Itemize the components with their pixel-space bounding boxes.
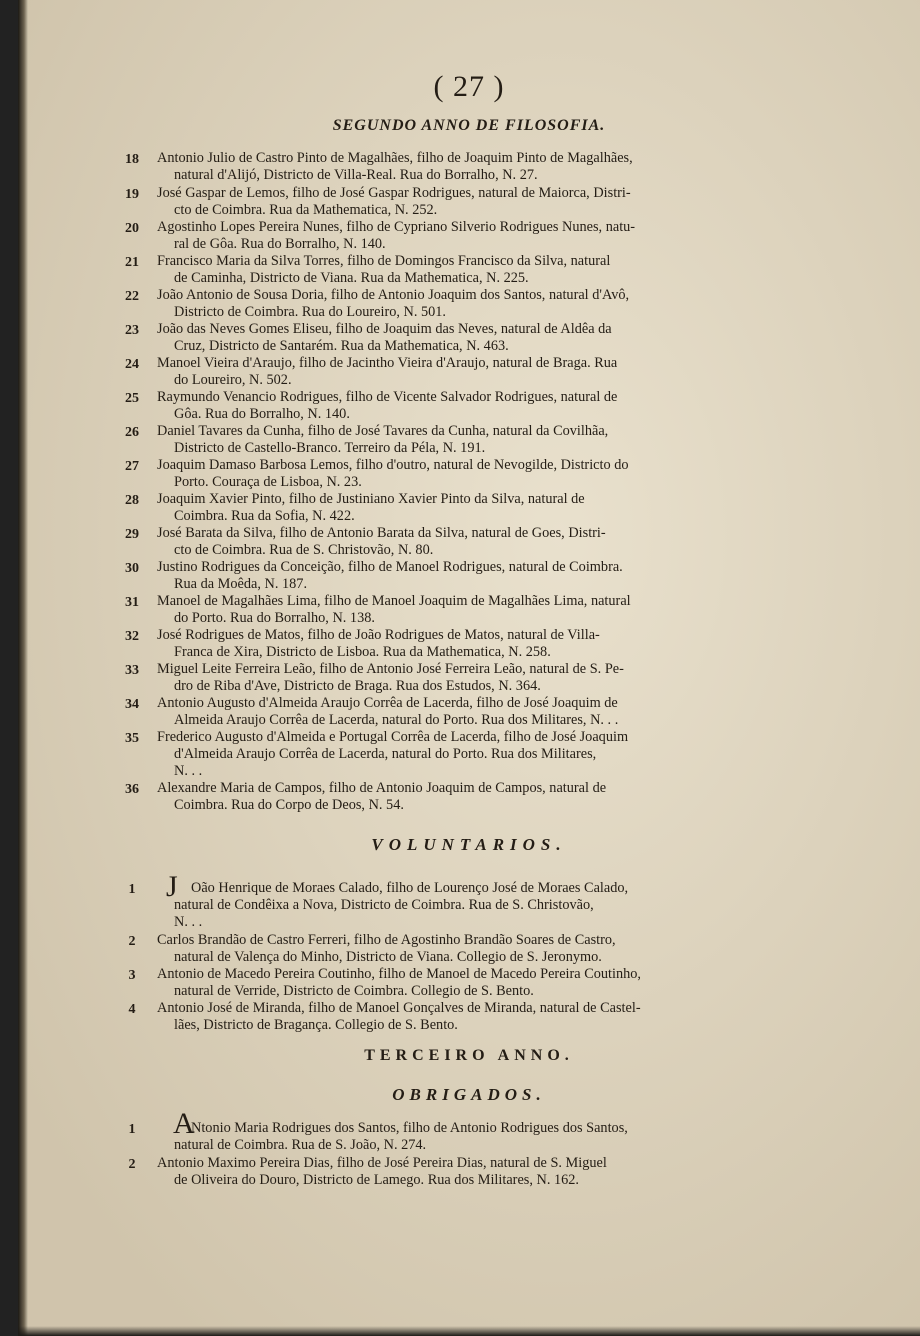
- list-entry: [18, 1107, 920, 1160]
- entry-line-1: Frederico Augusto d'Almeida e Portugal Corrêa de Lacerda, filho de José Joaquim: [157, 729, 629, 745]
- entry-line-1: Ntonio Maria Rodrigues dos Santos, filho de Antonio Rodrigues dos Santos,: [191, 1120, 628, 1136]
- list-entry: [18, 870, 920, 930]
- entry-line-2: natural de Verride, Districto de Coimbra. Collegio de S. Bento.: [174, 983, 534, 999]
- section-title-segundo-anno: SEGUNDO ANNO DE FILOSOFIA.: [332, 117, 606, 134]
- entry-line-2: Districto de Coimbra. Rua do Loureiro, N. 501.: [174, 304, 446, 320]
- entry-line-2: lães, Districto de Bragança. Collegio de S. Bento.: [174, 1017, 458, 1033]
- entry-line-1: José Gaspar de Lemos, filho de José Gaspar Rodrigues, natural de Maiorca, Distri-: [157, 185, 631, 201]
- entry-line-1: Joaquim Damaso Barbosa Lemos, filho d'outro, natural de Nevogilde, Districto do: [157, 457, 629, 473]
- entry-line-1: Carlos Brandão de Castro Ferreri, filho de Agostinho Brandão Soares de Castro,: [157, 932, 616, 948]
- entry-number: 32: [125, 629, 139, 644]
- list-entry: [18, 780, 920, 820]
- list-entry: [18, 1000, 920, 1040]
- entry-line-2: de Oliveira do Douro, Districto de Lamego. Rua dos Militares, N. 162.: [174, 1172, 579, 1188]
- entry-line-2: Almeida Araujo Corrêa de Lacerda, natural do Porto. Rua dos Militares, N. . .: [174, 712, 619, 728]
- entry-line-2: do Loureiro, N. 502.: [174, 372, 292, 388]
- list-entry: [18, 150, 920, 190]
- entry-line-1: Raymundo Venancio Rodrigues, filho de Vicente Salvador Rodrigues, natural de: [157, 389, 618, 405]
- entry-line-1: Antonio Julio de Castro Pinto de Magalhães, filho de Joaquim Pinto de Magalhães,: [157, 150, 633, 166]
- entry-line-3: N. . .: [174, 763, 203, 779]
- entry-line-1: Justino Rodrigues da Conceição, filho de Manoel Rodrigues, natural de Coimbra.: [157, 559, 623, 575]
- entry-line-1: Alexandre Maria de Campos, filho de Antonio Joaquim de Campos, natural de: [157, 780, 607, 796]
- entry-number: 20: [125, 221, 139, 236]
- entry-number: 29: [125, 527, 139, 542]
- entry-line-2: de Caminha, Districto de Viana. Rua da Mathematica, N. 225.: [174, 270, 529, 286]
- entry-number: 19: [125, 187, 139, 202]
- entry-number: 2: [128, 934, 136, 949]
- entry-number: 28: [125, 493, 139, 508]
- entry-line-1: Antonio Augusto d'Almeida Araujo Corrêa de Lacerda, filho de José Joaquim de: [157, 695, 618, 711]
- entry-number: 34: [125, 697, 139, 712]
- entry-line-2: Porto. Couraça de Lisboa, N. 23.: [174, 474, 362, 490]
- entry-number: 24: [125, 357, 139, 372]
- entry-line-2: ral de Gôa. Rua do Borralho, N. 140.: [174, 236, 386, 252]
- entry-line-1: Daniel Tavares da Cunha, filho de José Tavares da Cunha, natural da Covilhãa,: [157, 423, 609, 439]
- entry-line-2: natural de Valença do Minho, Districto de Viana. Collegio de S. Jeronymo.: [174, 949, 602, 965]
- entry-line-2: Franca de Xira, Districto de Lisboa. Rua da Mathematica, N. 258.: [174, 644, 551, 660]
- entry-line-1: Miguel Leite Ferreira Leão, filho de Antonio José Ferreira Leão, natural de S. Pe-: [157, 661, 624, 677]
- entry-line-2: Gôa. Rua do Borralho, N. 140.: [174, 406, 350, 422]
- entry-number: 4: [128, 1002, 136, 1017]
- entry-line-2: do Porto. Rua do Borralho, N. 138.: [174, 610, 375, 626]
- entry-number: 35: [125, 731, 139, 746]
- entry-line-1: Francisco Maria da Silva Torres, filho de Domingos Francisco da Silva, natural: [157, 253, 611, 269]
- entry-number: 21: [125, 255, 139, 270]
- drop-cap: A: [173, 1107, 195, 1140]
- entry-line-2: Coimbra. Rua do Corpo de Deos, N. 54.: [174, 797, 404, 813]
- entry-line-1: João Antonio de Sousa Doria, filho de Antonio Joaquim dos Santos, natural d'Avô,: [157, 287, 630, 303]
- entry-number: 1: [128, 882, 136, 897]
- book-page: [18, 0, 920, 1336]
- entry-line-2: Rua da Moêda, N. 187.: [174, 576, 308, 592]
- page-number: ( 27 ): [433, 70, 505, 103]
- entry-line-3: N. . .: [174, 914, 203, 930]
- page-bottom-shadow: [18, 1326, 920, 1336]
- entry-number: 23: [125, 323, 139, 338]
- entry-number: 31: [125, 595, 139, 610]
- entry-line-2: cto de Coimbra. Rua de S. Christovão, N. 80.: [174, 542, 434, 558]
- entry-number: 26: [125, 425, 139, 440]
- entry-line-1: Manoel de Magalhães Lima, filho de Manoel Joaquim de Magalhães Lima, natural: [157, 593, 631, 609]
- entry-line-2: cto de Coimbra. Rua da Mathematica, N. 252.: [174, 202, 438, 218]
- drop-cap: J: [166, 870, 178, 903]
- entry-line-2: natural d'Alijó, Districto de Villa-Real. Rua do Borralho, N. 27.: [174, 167, 538, 183]
- entry-line-2: Coimbra. Rua da Sofia, N. 422.: [174, 508, 355, 524]
- entry-number: 18: [125, 152, 139, 167]
- entry-line-1: Manoel Vieira d'Araujo, filho de Jacintho Vieira d'Araujo, natural de Braga. Rua: [157, 355, 618, 371]
- entry-line-1: João das Neves Gomes Eliseu, filho de Joaquim das Neves, natural de Aldêa da: [157, 321, 612, 337]
- entry-line-2: Districto de Castello-Branco. Terreiro da Péla, N. 191.: [174, 440, 486, 456]
- entry-line-1: Antonio de Macedo Pereira Coutinho, filho de Manoel de Macedo Pereira Coutinho,: [157, 966, 641, 982]
- entry-number: 1: [128, 1122, 136, 1137]
- list-entry: [18, 729, 920, 779]
- entry-line-2: d'Almeida Araujo Corrêa de Lacerda, natural do Porto. Rua dos Militares,: [174, 746, 597, 762]
- entry-line-1: Oão Henrique de Moraes Calado, filho de Lourenço José de Moraes Calado,: [191, 880, 629, 896]
- entry-number: 3: [128, 968, 136, 983]
- entry-line-2: natural de Coimbra. Rua de S. João, N. 274.: [174, 1137, 427, 1153]
- entry-number: 33: [125, 663, 139, 678]
- entry-line-2: natural de Condêixa a Nova, Districto de Coimbra. Rua de S. Christovão,: [174, 897, 594, 913]
- entry-line-2: Cruz, Districto de Santarém. Rua da Mathematica, N. 463.: [174, 338, 509, 354]
- entry-number: 36: [125, 782, 139, 797]
- entry-line-1: José Rodrigues de Matos, filho de João Rodrigues de Matos, natural de Villa-: [157, 627, 600, 643]
- entry-number: 22: [125, 289, 139, 304]
- entry-line-1: Joaquim Xavier Pinto, filho de Justiniano Xavier Pinto da Silva, natural de: [157, 491, 585, 507]
- entry-line-1: José Barata da Silva, filho de Antonio Barata da Silva, natural de Goes, Distri-: [157, 525, 606, 541]
- entry-line-1: Antonio José de Miranda, filho de Manoel Gonçalves de Miranda, natural de Castel-: [157, 1000, 641, 1016]
- entry-line-1: Antonio Maximo Pereira Dias, filho de José Pereira Dias, natural de S. Miguel: [157, 1155, 607, 1171]
- entry-number: 30: [125, 561, 139, 576]
- section-title-terceiro-anno: TERCEIRO ANNO.: [364, 1047, 574, 1064]
- entry-line-2: dro de Riba d'Ave, Districto de Braga. Rua dos Estudos, N. 364.: [174, 678, 541, 694]
- entry-number: 27: [125, 459, 139, 474]
- entry-number: 2: [128, 1157, 136, 1172]
- entry-line-1: Agostinho Lopes Pereira Nunes, filho de Cypriano Silverio Rodrigues Nunes, natu-: [157, 219, 636, 235]
- section-subtitle-obrigados: OBRIGADOS.: [392, 1085, 546, 1104]
- list-entry: [18, 1155, 920, 1195]
- entry-number: 25: [125, 391, 139, 406]
- section-title-voluntarios: VOLUNTARIOS.: [371, 835, 567, 854]
